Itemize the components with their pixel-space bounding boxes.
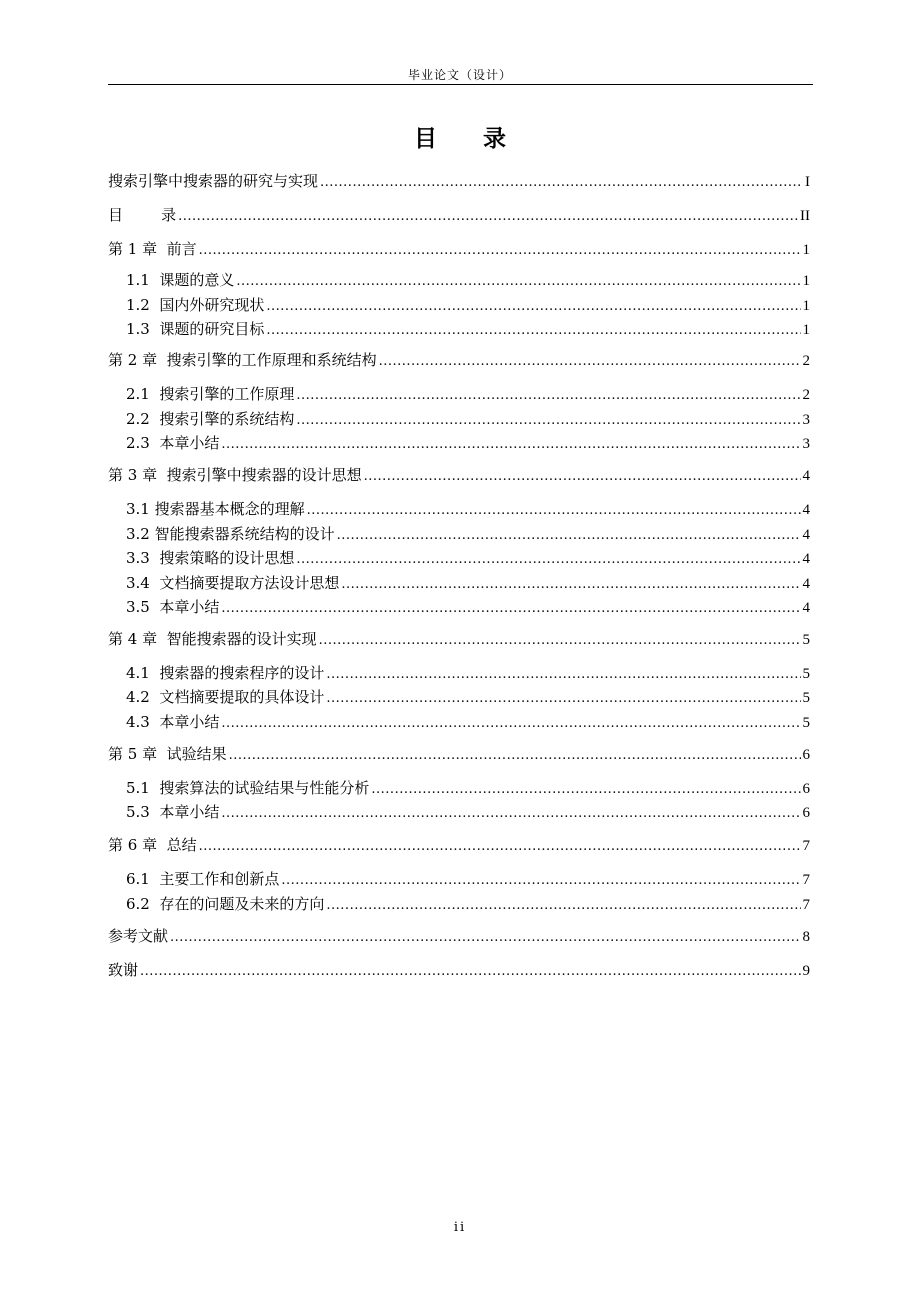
- toc-subentry[interactable]: [126, 572, 810, 594]
- toc-entry-page: 9: [802, 963, 810, 979]
- toc-entry-label: 1.1 课题的意义: [126, 271, 235, 289]
- dot-leader: [140, 961, 800, 983]
- toc-entry-label: 3.5 本章小结: [126, 598, 220, 616]
- dot-leader: [199, 836, 801, 858]
- dot-leader: [364, 466, 801, 488]
- toc-entry-page: 4: [802, 576, 810, 592]
- running-header: 毕业论文（设计）: [407, 68, 512, 82]
- toc-entry-page: I: [805, 174, 810, 190]
- dot-leader: [320, 172, 803, 194]
- dot-leader: [337, 525, 801, 547]
- toc-entry-page: 4: [802, 551, 810, 567]
- toc-entry-page: 7: [802, 872, 810, 888]
- toc-subentry[interactable]: [126, 868, 810, 890]
- dot-leader: [199, 240, 801, 262]
- toc-entry[interactable]: [108, 743, 810, 765]
- toc-entry[interactable]: [108, 204, 810, 226]
- toc-entry-page: 1: [802, 322, 810, 338]
- dot-leader: [326, 895, 800, 917]
- toc-entry[interactable]: [108, 170, 810, 192]
- toc-entry-page: 4: [802, 468, 810, 484]
- toc-entry-label: 3.3 搜索策略的设计思想: [126, 549, 295, 567]
- toc-entry-page: 3: [802, 436, 810, 452]
- toc-entry-label: 3.4 文档摘要提取方法设计思想: [126, 574, 340, 592]
- toc-entry-page: 5: [802, 666, 810, 682]
- toc-entry-page: 4: [802, 502, 810, 518]
- dot-leader: [221, 434, 800, 456]
- toc-entry-label: 6.2 存在的问题及未来的方向: [126, 895, 325, 913]
- toc-entry-label: 2.2 搜索引擎的系统结构: [126, 410, 295, 428]
- dot-leader: [326, 688, 800, 710]
- page-number: ii: [453, 1220, 467, 1235]
- toc-entry-label: 3.2 智能搜索器系统结构的设计: [126, 525, 335, 543]
- toc-title: [0, 120, 920, 153]
- dot-leader: [326, 664, 800, 686]
- toc-entry-label: 1.2 国内外研究现状: [126, 296, 265, 314]
- toc-subentry[interactable]: [126, 662, 810, 684]
- toc-subentry[interactable]: [126, 711, 810, 733]
- toc-title-part1: 目: [414, 125, 437, 152]
- toc-entry-label: 5.1 搜索算法的试验结果与性能分析: [126, 779, 370, 797]
- toc-entry-page: 6: [802, 747, 810, 763]
- toc-entry-label: 搜索引擎中搜索器的研究与实现: [108, 172, 319, 190]
- toc-entry-page: 2: [802, 353, 810, 369]
- dot-leader: [221, 713, 800, 735]
- toc-entry[interactable]: [108, 925, 810, 947]
- dot-leader: [307, 500, 801, 522]
- toc-entry-page: 7: [802, 838, 810, 854]
- dot-leader: [281, 870, 800, 892]
- toc-entry-label: 1.3 课题的研究目标: [126, 320, 265, 338]
- toc-subentry[interactable]: [126, 801, 810, 823]
- dot-leader: [296, 410, 800, 432]
- toc-subentry[interactable]: [126, 294, 810, 316]
- toc-entry-label: 第 6 章 总结: [108, 836, 197, 854]
- toc-entry-page: 4: [802, 527, 810, 543]
- toc-entry-page: 1: [802, 273, 810, 289]
- dot-leader: [266, 296, 800, 318]
- toc-entry-page: 5: [802, 632, 810, 648]
- dot-leader: [236, 271, 800, 293]
- toc-entry-label: 第 3 章 搜索引擎中搜索器的设计思想: [108, 466, 362, 484]
- toc-entry-page: 4: [802, 600, 810, 616]
- dot-leader: [221, 803, 800, 825]
- toc-subentry[interactable]: [126, 523, 810, 545]
- toc-entry-page: 2: [802, 387, 810, 403]
- dot-leader: [178, 206, 798, 228]
- toc-entry[interactable]: [108, 959, 810, 981]
- toc-subentry[interactable]: [126, 318, 810, 340]
- toc-entry[interactable]: [108, 628, 810, 650]
- toc-entry-label: 3.1 搜索器基本概念的理解: [126, 500, 305, 518]
- toc-subentry[interactable]: [126, 383, 810, 405]
- toc-entry-page: 6: [802, 781, 810, 797]
- toc-entry-label: 6.1 主要工作和创新点: [126, 870, 280, 888]
- toc-entry-label: 5.3 本章小结: [126, 803, 220, 821]
- toc-entry[interactable]: [108, 349, 810, 371]
- dot-leader: [296, 385, 800, 407]
- toc-entry-label: 第 2 章 搜索引擎的工作原理和系统结构: [108, 351, 377, 369]
- toc-entry-page: II: [800, 208, 810, 224]
- toc-entry[interactable]: [108, 834, 810, 856]
- toc-subentry[interactable]: [126, 686, 810, 708]
- toc-subentry[interactable]: [126, 498, 810, 520]
- toc-entry-page: 7: [802, 897, 810, 913]
- dot-leader: [170, 927, 800, 949]
- toc-entry-page: 1: [802, 298, 810, 314]
- toc-entry-label: 2.1 搜索引擎的工作原理: [126, 385, 295, 403]
- toc-entry[interactable]: [108, 464, 810, 486]
- dot-leader: [266, 320, 800, 342]
- toc-subentry[interactable]: [126, 596, 810, 618]
- toc-subentry[interactable]: [126, 408, 810, 430]
- dot-leader: [371, 779, 800, 801]
- toc-entry-page: 5: [802, 715, 810, 731]
- toc-subentry[interactable]: [126, 777, 810, 799]
- toc-subentry[interactable]: [126, 893, 810, 915]
- toc-subentry[interactable]: [126, 432, 810, 454]
- toc-entry-label: 第 5 章 试验结果: [108, 745, 227, 763]
- header-rule: [108, 84, 813, 85]
- toc-subentry[interactable]: [126, 269, 810, 291]
- toc-entry-label: 第 1 章 前言: [108, 240, 197, 258]
- dot-leader: [221, 598, 800, 620]
- toc-entry-label: 4.1 搜索器的搜索程序的设计: [126, 664, 325, 682]
- toc-entry-page: 8: [802, 929, 810, 945]
- dot-leader: [341, 574, 800, 596]
- dot-leader: [379, 351, 801, 373]
- toc-entry-page: 5: [802, 690, 810, 706]
- toc-entry[interactable]: [108, 238, 810, 260]
- toc-entry-label: 4.2 文档摘要提取的具体设计: [126, 688, 325, 706]
- toc-entry-page: 3: [802, 412, 810, 428]
- toc-entry-label: 4.3 本章小结: [126, 713, 220, 731]
- dot-leader: [319, 630, 801, 652]
- toc-entry-label: 参考文献: [108, 927, 169, 945]
- toc-entry-page: 6: [802, 805, 810, 821]
- toc-entry-label: 2.3 本章小结: [126, 434, 220, 452]
- toc-entry-label: 致谢: [108, 961, 139, 979]
- toc-entry-page: 1: [802, 242, 810, 258]
- toc-entry-label: 第 4 章 智能搜索器的设计实现: [108, 630, 317, 648]
- toc-subentry[interactable]: [126, 547, 810, 569]
- toc-entry-label: 目 录: [108, 206, 177, 224]
- dot-leader: [229, 745, 801, 767]
- dot-leader: [296, 549, 800, 571]
- toc-title-part2: 录: [483, 125, 506, 152]
